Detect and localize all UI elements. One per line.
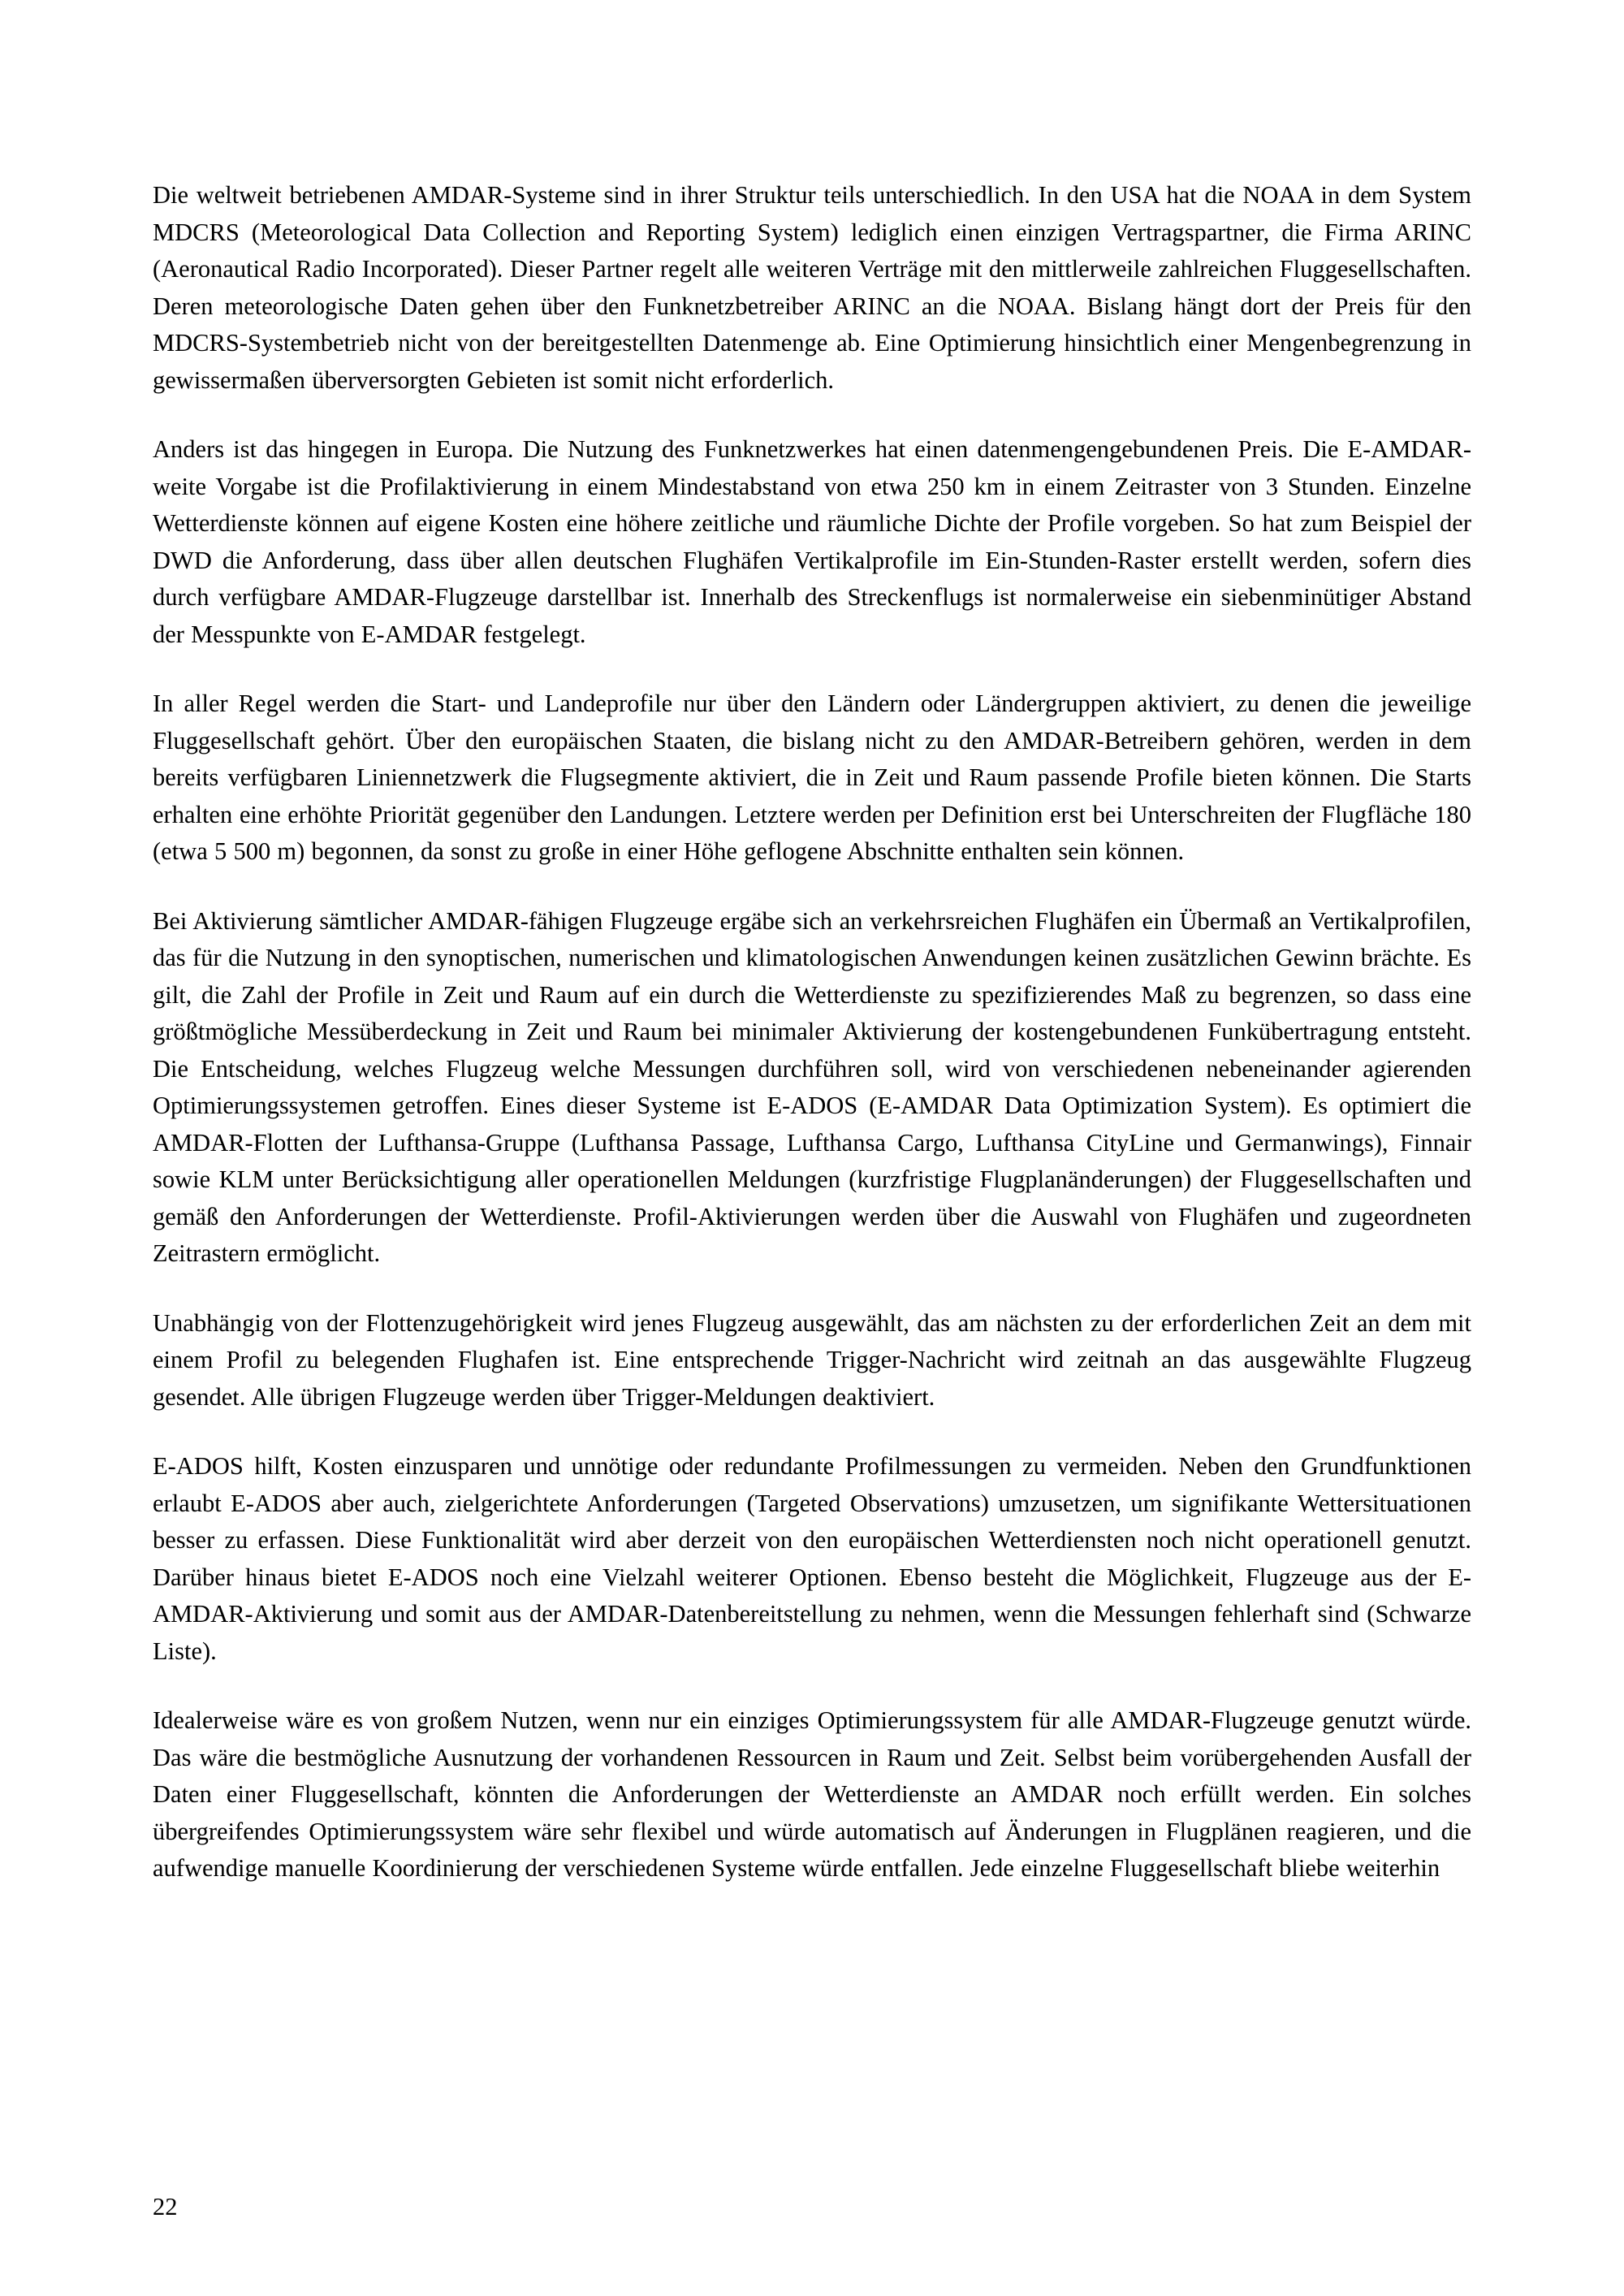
page-body [153,177,1471,1887]
paragraph: Idealerweise wäre es von großem Nutzen, wenn nur ein einziges Optimierungssystem für alle AMDAR-Flugzeuge genutzt würde. Das wäre die bestmögliche Ausnutzung der vorhandenen Ressourcen in Raum und Zeit. Selbst beim vorübergehenden Ausfall der Daten einer Fluggesellschaft, könnten die Anforderungen der Wetterdienste an AMDAR noch erfüllt werden. Ein solches übergreifendes Optimierungssystem wäre sehr flexibel und würde automatisch auf Änderungen in Flugplänen reagieren, und die aufwendige manuelle Koordinierung der verschiedenen Systeme würde entfallen. Jede einzelne Fluggesellschaft bliebe weiterhin [153,1706,1471,1882]
paragraph: E-ADOS hilft, Kosten einzusparen und unnötige oder redundante Profilmessungen zu vermeiden. Neben den Grundfunktionen erlaubt E-ADOS aber auch, zielgerichtete Anforderungen (Targeted Observations) umzusetzen, um signifikante Wettersituationen besser zu erfassen. Diese Funktionalität wird aber derzeit von den europäischen Wetterdiensten noch nicht operationell genutzt. Darüber hinaus bietet E-ADOS noch eine Vielzahl weiterer Optionen. Ebenso besteht die Möglichkeit, Flugzeuge aus der E-AMDAR-Aktivierung und somit aus der AMDAR-Datenbereitstellung zu nehmen, wenn die Messungen fehlerhaft sind (Schwarze Liste). [153,1452,1471,1665]
paragraph: Anders ist das hingegen in Europa. Die Nutzung des Funknetzwerkes hat einen datenmengengebundenen Preis. Die E-AMDAR-weite Vorgabe ist die Profilaktivierung in einem Mindestabstand von etwa 250 km in einem Zeitraster von 3 Stunden. Einzelne Wetterdienste können auf eigene Kosten eine höhere zeitliche und räumliche Dichte der Profile vorgeben. So hat zum Beispiel der DWD die Anforderung, dass über allen deutschen Flughäfen Vertikalprofile im Ein-Stunden-Raster erstellt werden, sofern dies durch verfügbare AMDAR-Flugzeuge darstellbar ist. Innerhalb des Streckenflugs ist normalerweise ein siebenminütiger Abstand der Messpunkte von E-AMDAR festgelegt. [153,435,1471,648]
paragraph: Unabhängig von der Flottenzugehörigkeit wird jenes Flugzeug ausgewählt, das am nächsten zu der erforderlichen Zeit an dem mit einem Profil zu belegenden Flughafen ist. Eine entsprechende Trigger-Nachricht wird zeitnah an das ausgewählte Flugzeug gesendet. Alle übrigen Flugzeuge werden über Trigger-Meldungen deaktiviert. [153,1308,1471,1411]
paragraph: Bei Aktivierung sämtlicher AMDAR-fähigen Flugzeuge ergäbe sich an verkehrsreichen Flughäfen ein Übermaß an Vertikalprofilen, das für die Nutzung in den synoptischen, numerischen und klimatologischen Anwendungen keinen zusätzlichen Gewinn brächte. Es gilt, die Zahl der Profile in Zeit und Raum auf ein durch die Wetterdienste zu spezifizierendes Maß zu begrenzen, so dass eine größtmögliche Messüberdeckung in Zeit und Raum bei minimaler Aktivierung der kostengebundenen Funkübertragung entsteht. Die Entscheidung, welches Flugzeug welche Messungen durchführen soll, wird von verschiedenen nebeneinander agierenden Optimierungssystemen getroffen. Eines dieser Systeme ist E-ADOS (E-AMDAR Data Optimization System). Es optimiert die AMDAR-Flotten der Lufthansa-Gruppe (Lufthansa Passage, Lufthansa Cargo, Lufthansa CityLine und Germanwings), Finnair sowie KLM unter Berücksichtigung aller operationellen Meldungen (kurzfristige Flugplanänderungen) der Fluggesellschaften und gemäß den Anforderungen der Wetterdienste. Profil-Aktivierungen werden über die Auswahl von Flughäfen und zugeordneten Zeitrastern ermöglicht. [153,906,1471,1267]
paragraph: Die weltweit betriebenen AMDAR-Systeme sind in ihrer Struktur teils unterschiedlich. In den USA hat die NOAA in dem System MDCRS (Meteorological Data Collection and Reporting System) lediglich einen einzigen Vertragspartner, die Firma ARINC (Aeronautical Radio Incorporated). Dieser Partner regelt alle weiteren Verträge mit den mittlerweile zahlreichen Fluggesellschaften. Deren meteorologische Daten gehen über den Funknetzbetreiber ARINC an die NOAA. Bislang hängt dort der Preis für den MDCRS-Systembetrieb nicht von der bereitgestellten Datenmenge ab. Eine Optimierung hinsichtlich einer Mengenbegrenzung in gewissermaßen überversorgten Gebieten ist somit nicht erforderlich. [153,181,1471,394]
paragraph: In aller Regel werden die Start- und Landeprofile nur über den Ländern oder Ländergruppen aktiviert, zu denen die jeweilige Fluggesellschaft gehört. Über den europäischen Staaten, die bislang nicht zu den AMDAR-Betreibern gehören, werden in dem bereits verfügbaren Liniennetzwerk die Flugsegmente aktiviert, die in Zeit und Raum passende Profile bieten können. Die Starts erhalten eine erhöhte Priorität gegenüber den Landungen. Letztere werden per Definition erst bei Unterschreiten der Flugfläche 180 (etwa 5 500 m) begonnen, da sonst zu große in einer Höhe geflogene Abschnitte enthalten sein können. [153,690,1471,865]
page-number: 22 [153,2193,178,2220]
